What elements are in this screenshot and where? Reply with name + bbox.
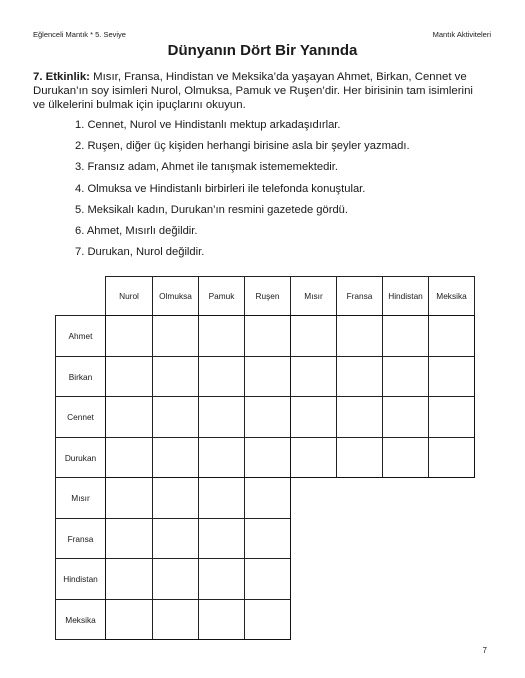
row-label: Ahmet [55, 315, 106, 357]
grid-cell[interactable] [428, 356, 475, 397]
grid-cell[interactable] [198, 558, 245, 600]
grid-cell[interactable] [244, 518, 291, 559]
header-left: Eğlenceli Mantık * 5. Seviye [33, 30, 126, 39]
column-header: Ruşen [244, 276, 291, 316]
grid-cell[interactable] [152, 396, 199, 438]
grid-cell[interactable] [336, 356, 383, 397]
clue-item: 5. Meksikalı kadın, Durukan’ın resmini gazetede gördü. [75, 203, 348, 216]
column-header: Fransa [336, 276, 383, 316]
grid-cell[interactable] [152, 518, 199, 559]
grid-cell[interactable] [152, 437, 199, 478]
column-header: Pamuk [198, 276, 245, 316]
grid-cell[interactable] [244, 396, 291, 438]
activity-intro [33, 70, 485, 112]
row-label: Birkan [55, 356, 106, 397]
grid-cell[interactable] [382, 315, 429, 357]
grid-cell[interactable] [105, 558, 153, 600]
grid-cell[interactable] [336, 315, 383, 357]
grid-cell[interactable] [290, 356, 337, 397]
grid-cell[interactable] [152, 477, 199, 519]
row-label: Cennet [55, 396, 106, 438]
grid-cell[interactable] [244, 356, 291, 397]
grid-cell[interactable] [105, 356, 153, 397]
grid-cell[interactable] [105, 518, 153, 559]
grid-cell[interactable] [198, 477, 245, 519]
activity-text: Mısır, Fransa, Hindistan ve Meksika’da yaşayan Ahmet, Birkan, Cennet ve Durukan’ın soy isimleri Nurol, Olmuksa, Pamuk ve Ruşen’dir. Her birisinin tam isimlerini ve ülkelerini bulmak için ipuçlarını okuyun. [33, 71, 473, 111]
grid-cell[interactable] [152, 599, 199, 640]
grid-cell[interactable] [244, 477, 291, 519]
grid-cell[interactable] [198, 437, 245, 478]
clue-list [75, 118, 410, 266]
page-title: Dünyanın Dört Bir Yanında [167, 42, 358, 59]
column-header: Meksika [428, 276, 475, 316]
row-label: Hindistan [55, 558, 106, 600]
grid-cell[interactable] [382, 356, 429, 397]
grid-cell[interactable] [244, 599, 291, 640]
grid-cell[interactable] [198, 599, 245, 640]
clue-item: 2. Ruşen, diğer üç kişiden herhangi birisine asla bir şeyler yazmadı. [75, 140, 410, 153]
grid-cell[interactable] [105, 396, 153, 438]
grid-cell[interactable] [244, 315, 291, 357]
grid-cell[interactable] [382, 437, 429, 478]
row-label: Mısır [55, 477, 106, 519]
grid-cell[interactable] [290, 396, 337, 438]
grid-cell[interactable] [428, 315, 475, 357]
clue-item: 3. Fransız adam, Ahmet ile tanışmak istememektedir. [75, 161, 339, 174]
grid-cell[interactable] [198, 356, 245, 397]
grid-cell[interactable] [105, 599, 153, 640]
activity-label: 7. Etkinlik: [33, 71, 90, 83]
grid-cell[interactable] [152, 558, 199, 600]
grid-cell[interactable] [336, 396, 383, 438]
grid-cell[interactable] [336, 437, 383, 478]
clue-item: 6. Ahmet, Mısırlı değildir. [75, 224, 198, 237]
grid-cell[interactable] [105, 477, 153, 519]
grid-cell[interactable] [105, 437, 153, 478]
clue-item: 7. Durukan, Nurol değildir. [75, 246, 205, 259]
grid-cell[interactable] [290, 437, 337, 478]
column-header: Hindistan [382, 276, 429, 316]
grid-cell[interactable] [198, 315, 245, 357]
grid-cell[interactable] [152, 315, 199, 357]
grid-cell[interactable] [105, 315, 153, 357]
column-header: Nurol [105, 276, 153, 316]
grid-cell[interactable] [198, 518, 245, 559]
header-right: Mantık Aktiviteleri [432, 30, 491, 39]
row-label: Meksika [55, 599, 106, 640]
grid-cell[interactable] [428, 437, 475, 478]
clue-item: 1. Cennet, Nurol ve Hindistanlı mektup arkadaşıdırlar. [75, 119, 341, 131]
grid-cell[interactable] [244, 558, 291, 600]
grid-cell[interactable] [198, 396, 245, 438]
column-header: Mısır [290, 276, 337, 316]
grid-cell[interactable] [382, 396, 429, 438]
column-header: Olmuksa [152, 276, 199, 316]
page-number: 7 [482, 646, 487, 655]
clue-item: 4. Olmuksa ve Hindistanlı birbirleri ile telefonda konuştular. [75, 182, 366, 195]
grid-cell[interactable] [290, 315, 337, 357]
grid-cell[interactable] [244, 437, 291, 478]
row-label: Durukan [55, 437, 106, 478]
row-label: Fransa [55, 518, 106, 559]
grid-cell[interactable] [428, 396, 475, 438]
grid-cell[interactable] [152, 356, 199, 397]
